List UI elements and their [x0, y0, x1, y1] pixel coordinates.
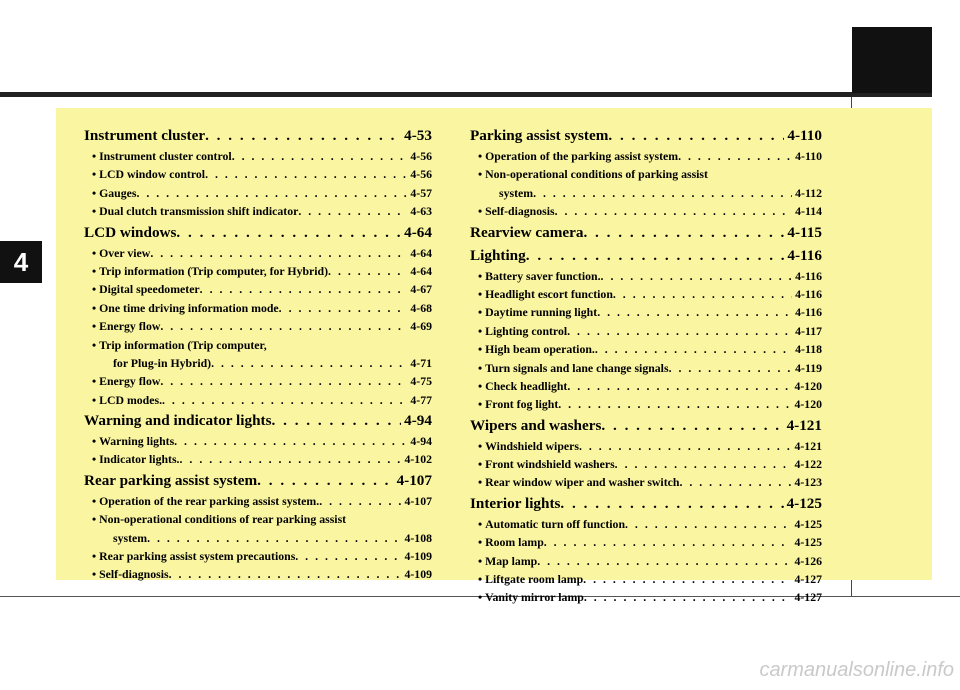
- toc-entry[interactable]: • Map lamp . . . 4-126: [470, 552, 822, 570]
- toc-entry[interactable]: • Indicator lights. . . . 4-102: [84, 450, 432, 468]
- toc-entry[interactable]: • Trip information (Trip computer, for Hybrid) . . . 4-64: [84, 262, 432, 280]
- toc-column-right: [470, 124, 822, 607]
- toc-entry-line1[interactable]: • Trip information (Trip computer,: [84, 336, 432, 354]
- toc-entry[interactable]: • Battery saver function. . . . 4-116: [470, 267, 822, 285]
- toc-entry[interactable]: • Digital speedometer . . . 4-67: [84, 280, 432, 298]
- toc-entry[interactable]: • Automatic turn off function . . . 4-125: [470, 515, 822, 533]
- toc-entry[interactable]: • Over view . . . 4-64: [84, 244, 432, 262]
- toc-entry[interactable]: • Front windshield washers . . . 4-122: [470, 455, 822, 473]
- toc-entry[interactable]: • Windshield wipers . . . 4-121: [470, 437, 822, 455]
- toc-entry[interactable]: • High beam operation. . . . 4-118: [470, 340, 822, 358]
- toc-entry-line2[interactable]: for Plug-in Hybrid) . . . 4-71: [84, 354, 432, 372]
- toc-entry[interactable]: • Dual clutch transmission shift indicator . . . 4-63: [84, 202, 432, 220]
- toc-heading[interactable]: Lighting . . . 4-116: [470, 244, 822, 267]
- toc-column-left: [84, 124, 432, 584]
- toc-entry[interactable]: • Room lamp . . . 4-125: [470, 533, 822, 551]
- toc-entry[interactable]: • Liftgate room lamp . . . 4-127: [470, 570, 822, 588]
- toc-entry[interactable]: • Headlight escort function . . . 4-116: [470, 285, 822, 303]
- corner-tab: [852, 27, 932, 93]
- toc-heading[interactable]: Interior lights . . . 4-125: [470, 492, 822, 515]
- toc-heading[interactable]: LCD windows . . . 4-64: [84, 221, 432, 244]
- toc-entry[interactable]: • Rear window wiper and washer switch . . . 4-123: [470, 473, 822, 491]
- toc-heading[interactable]: Rearview camera . . . 4-115: [470, 221, 822, 244]
- toc-heading[interactable]: Warning and indicator lights . . . 4-94: [84, 409, 432, 432]
- toc-entry[interactable]: • Energy flow . . . 4-69: [84, 317, 432, 335]
- toc-entry-line1[interactable]: • Non-operational conditions of rear parking assist: [84, 510, 432, 528]
- toc-entry-line1[interactable]: • Non-operational conditions of parking assist: [470, 165, 822, 183]
- toc-entry[interactable]: • LCD modes. . . . 4-77: [84, 391, 432, 409]
- toc-entry[interactable]: • Lighting control . . . 4-117: [470, 322, 822, 340]
- toc-entry-line2[interactable]: system . . . 4-112: [470, 184, 822, 202]
- toc-entry[interactable]: • Operation of the rear parking assist system. . . . 4-107: [84, 492, 432, 510]
- toc-entry[interactable]: • Warning lights . . . 4-94: [84, 432, 432, 450]
- toc-entry-line2[interactable]: system . . . 4-108: [84, 529, 432, 547]
- toc-entry[interactable]: • Gauges . . . 4-57: [84, 184, 432, 202]
- toc-entry[interactable]: • LCD window control . . . 4-56: [84, 165, 432, 183]
- toc-heading[interactable]: Rear parking assist system . . . 4-107: [84, 469, 432, 492]
- toc-heading[interactable]: Wipers and washers . . . 4-121: [470, 414, 822, 437]
- toc-entry[interactable]: • Self-diagnosis . . . 4-114: [470, 202, 822, 220]
- toc-entry[interactable]: • Daytime running light . . . 4-116: [470, 303, 822, 321]
- toc-heading[interactable]: Instrument cluster . . . 4-53: [84, 124, 432, 147]
- toc-entry[interactable]: • Front fog light . . . 4-120: [470, 395, 822, 413]
- toc-entry[interactable]: • Energy flow . . . 4-75: [84, 372, 432, 390]
- toc-entry[interactable]: • Instrument cluster control . . . 4-56: [84, 147, 432, 165]
- toc-entry[interactable]: • Operation of the parking assist system . . . 4-110: [470, 147, 822, 165]
- header-rule: [0, 92, 932, 97]
- toc-entry[interactable]: • Self-diagnosis . . . 4-109: [84, 565, 432, 583]
- watermark: carmanualsonline.info: [759, 659, 954, 681]
- toc-entry[interactable]: • One time driving information mode . . . 4-68: [84, 299, 432, 317]
- chapter-tab: 4: [0, 241, 42, 283]
- toc-entry[interactable]: • Vanity mirror lamp . . . 4-127: [470, 588, 822, 606]
- toc-entry[interactable]: • Check headlight . . . 4-120: [470, 377, 822, 395]
- toc-heading[interactable]: Parking assist system . . . 4-110: [470, 124, 822, 147]
- toc-entry[interactable]: • Rear parking assist system precautions . . . 4-109: [84, 547, 432, 565]
- toc-entry[interactable]: • Turn signals and lane change signals . . . 4-119: [470, 359, 822, 377]
